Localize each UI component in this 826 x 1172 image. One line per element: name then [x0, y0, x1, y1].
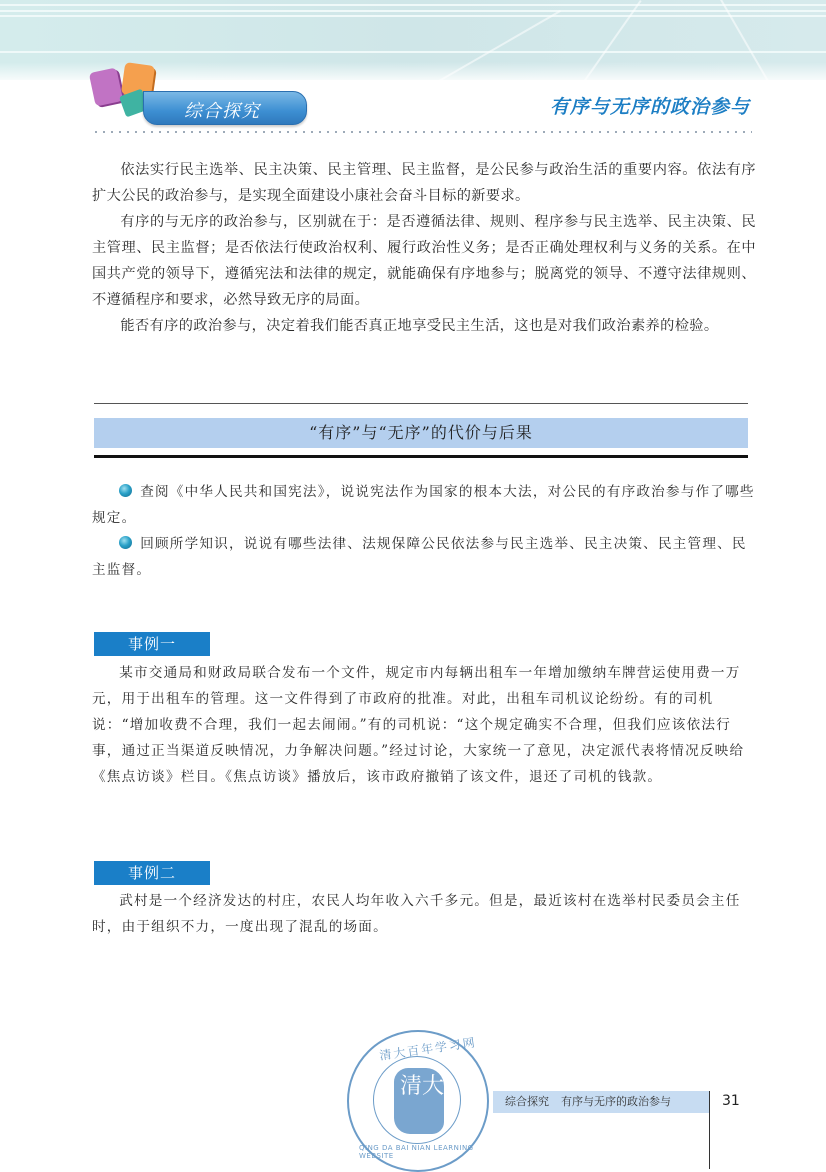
watermark-bottom-text: QING DA BAI NIAN LEARNING WEBSITE [359, 1144, 474, 1160]
intro-paragraph: 能否有序的政治参与，决定着我们能否真正地享受民主生活，这也是对我们政治素养的检验。 [120, 318, 719, 334]
intro-text [92, 157, 756, 339]
bullet-icon [119, 536, 132, 549]
case-label: 事例二 [94, 861, 210, 885]
chapter-title: 有序与无序的政治参与 [549, 96, 750, 118]
section-tab [143, 91, 307, 125]
dotted-divider [92, 131, 752, 133]
case-text: 武村是一个经济发达的村庄，农民人均年收入六千多元。但是，最近该村在选举村民委员会主任时，由于组织不力，一度出现了混乱的场面。 [92, 893, 741, 935]
intro-paragraph: 依法实行民主选举、民主决策、民主管理、民主监督，是公民参与政治生活的重要内容。依法有序扩大公民的政治参与，是实现全面建设小康社会奋斗目标的新要求。 [92, 162, 756, 204]
footer-divider [709, 1091, 710, 1169]
bullet-icon [119, 484, 132, 497]
task-list [92, 479, 756, 583]
intro-paragraph: 有序的与无序的政治参与，区别就在于：是否遵循法律、规则、程序参与民主选举、民主决策、民主管理、民主监督；是否依法行使政治权利、履行政治性义务；是否正确处理权利与义务的关系。在中国共产党的领导下，遵循宪法和法律的规定，就能确保有序地参与；脱离党的领导、不遵守法律规则、不遵循程序和要求，必然导致无序的局面。 [92, 214, 756, 308]
section-divider [94, 455, 748, 458]
page-number: 31 [722, 1093, 740, 1109]
footer-section: 综合探究 [505, 1095, 549, 1108]
watermark-emblem: 清大 [394, 1068, 444, 1134]
case-label: 事例一 [94, 632, 210, 656]
task-item: 查阅《中华人民共和国宪法》，说说宪法作为国家的根本大法，对公民的有序政治参与作了哪些规定。 [92, 484, 755, 526]
section-divider [94, 403, 748, 404]
section-tab-label: 综合探究 [184, 101, 260, 122]
running-footer [493, 1091, 709, 1113]
topic-title: “有序”与“无序”的代价与后果 [94, 418, 748, 448]
case-text: 某市交通局和财政局联合发布一个文件，规定市内每辆出租车一年增加缴纳车牌营运使用费一万元，用于出租车的管理。这一文件得到了市政府的批准。对此，出租车司机议论纷纷。有的司机说：“增加收费不合理，我们一起去闹闹。”有的司机说：“这个规定确实不合理，但我们应该依法行事，通过正当渠道反映情况，力争解决问题。”经过讨论，大家统一了意见，决定派代表将情况反映给《焦点访谈》栏目。《焦点访谈》播放后，该市政府撤销了该文件，退还了司机的钱款。 [92, 665, 745, 785]
task-item: 回顾所学知识，说说有哪些法律、法规保障公民依法参与民主选举、民主决策、民主管理、民主监督。 [92, 536, 747, 578]
watermark-seal [347, 1030, 489, 1172]
watermark-top-text: 清大百年学习网 [378, 1035, 478, 1063]
footer-chapter: 有序与无序的政治参与 [561, 1095, 671, 1108]
